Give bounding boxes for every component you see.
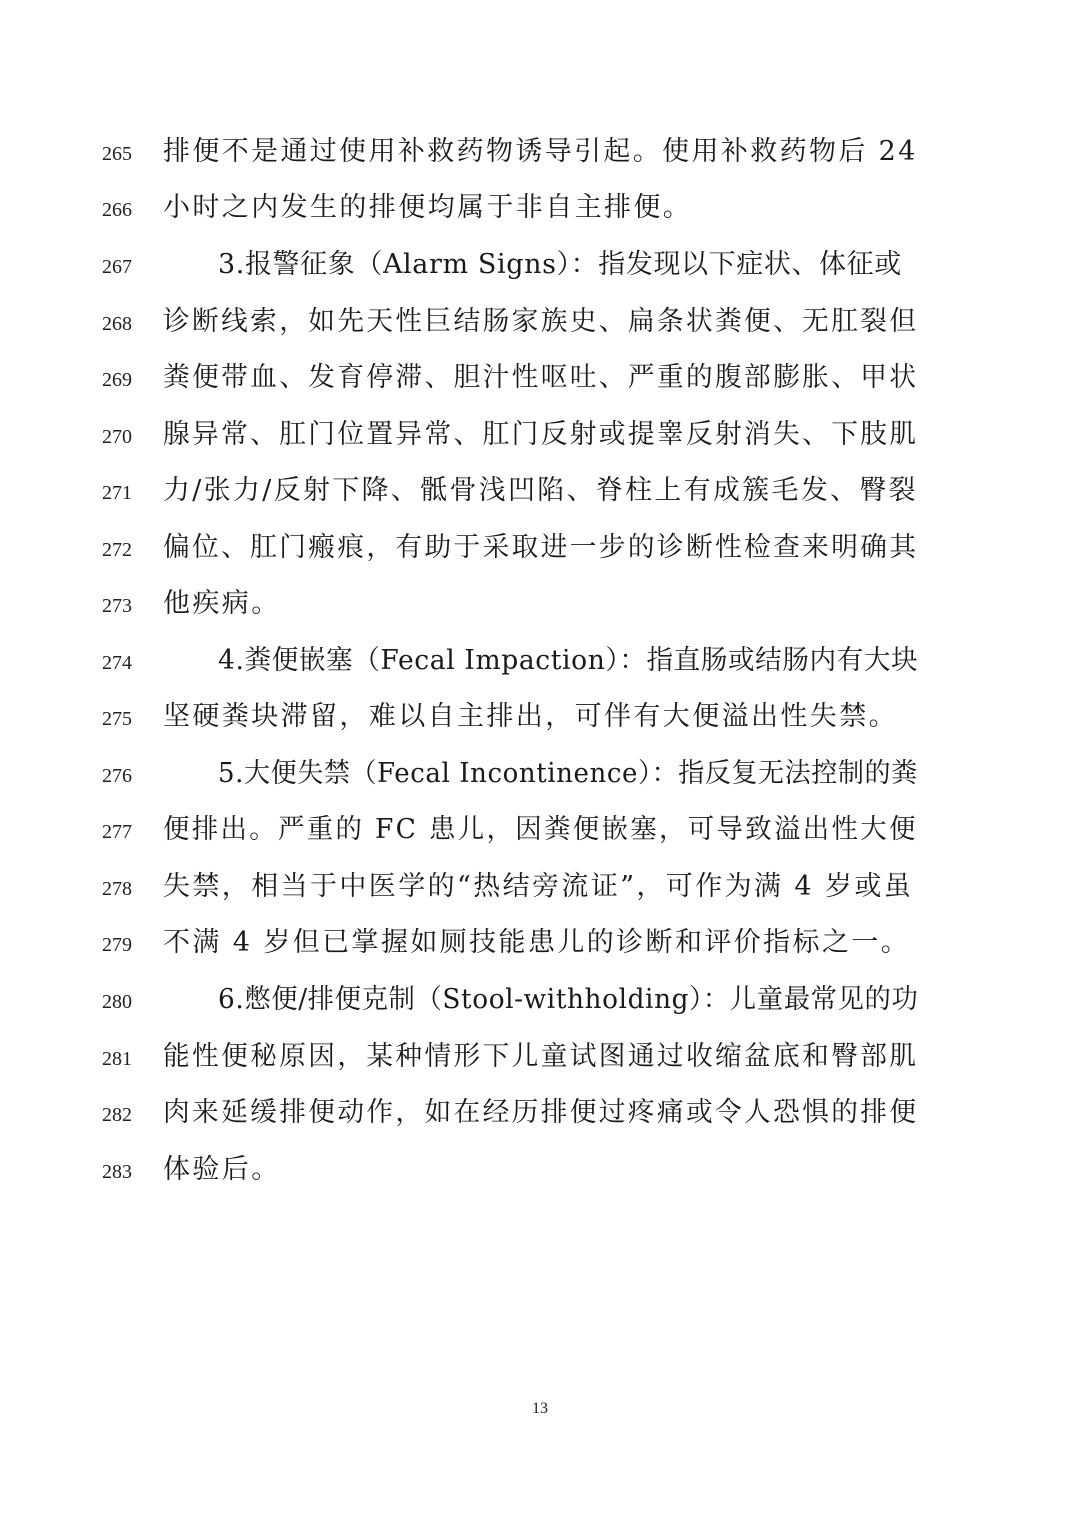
line-text: 排便不是通过使用补救药物诱导引起。使用补救药物后 24 [163,136,918,167]
line-text: 失禁，相当于中医学的“热结旁流证”，可作为满 4 岁或虽 [163,871,914,902]
line-text: 诊断线索，如先天性巨结肠家族史、扁条状粪便、无肛裂但 [163,306,919,337]
line-number: 279 [102,934,132,956]
line-number: 271 [102,482,132,504]
text-line [0,586,1080,626]
line-number: 267 [102,256,132,278]
line-number: 283 [102,1161,132,1183]
line-number: 268 [102,313,132,335]
line-text: 能性便秘原因，某种情形下儿童试图通过收缩盆底和臀部肌 [163,1041,919,1072]
text-line [0,473,1080,513]
line-text: 他疾病。 [163,588,281,619]
line-text: 力/张力/反射下降、骶骨浅凹陷、脊柱上有成簇毛发、臀裂 [163,475,918,506]
text-line [0,417,1080,457]
line-number: 266 [102,199,132,221]
line-text: 4.粪便嵌塞（Fecal Impaction）：指直肠或结肠内有大块 [218,645,919,676]
line-text: 肉来延缓排便动作，如在经历排便过疼痛或令人恐惧的排便 [163,1097,919,1128]
line-text: 偏位、肛门瘢痕，有助于采取进一步的诊断性检查来明确其 [163,532,919,563]
line-number: 276 [102,765,132,787]
text-line [0,360,1080,400]
text-line [0,1095,1080,1135]
line-text: 3.报警征象（Alarm Signs）：指发现以下症状、体征或 [218,249,902,280]
text-line [0,530,1080,570]
text-line [0,190,1080,230]
text-line [0,247,1080,287]
line-number: 275 [102,708,132,730]
line-number: 281 [102,1048,132,1070]
text-line [0,1152,1080,1192]
text-line [0,756,1080,796]
text-line [0,134,1080,174]
line-number: 265 [102,143,132,165]
line-number: 277 [102,821,132,843]
text-line [0,699,1080,739]
text-line [0,812,1080,852]
text-line [0,643,1080,683]
line-text: 便排出。严重的 FC 患儿，因粪便嵌塞，可导致溢出性大便 [163,814,918,845]
line-text: 腺异常、肛门位置异常、肛门反射或提睾反射消失、下肢肌 [163,419,919,450]
text-line [0,869,1080,909]
line-text: 不满 4 岁但已掌握如厕技能患儿的诊断和评价指标之一。 [163,927,911,958]
text-line [0,982,1080,1022]
line-number: 272 [102,539,132,561]
line-number: 282 [102,1104,132,1126]
line-number: 280 [102,991,132,1013]
line-text: 6.憋便/排便克制（Stool-withholding）：儿童最常见的功 [218,984,919,1015]
line-text: 5.大便失禁（Fecal Incontinence）：指反复无法控制的粪 [218,758,918,789]
line-number: 278 [102,878,132,900]
line-number: 273 [102,595,132,617]
line-number: 270 [102,426,132,448]
page-number: 13 [532,1400,548,1417]
line-text: 坚硬粪块滞留，难以自主排出，可伴有大便溢出性失禁。 [163,701,898,732]
text-line [0,1039,1080,1079]
line-text: 体验后。 [163,1154,281,1185]
line-text: 小时之内发生的排便均属于非自主排便。 [163,192,693,223]
line-text: 粪便带血、发育停滞、胆汁性呕吐、严重的腹部膨胀、甲状 [163,362,919,393]
text-line [0,304,1080,344]
line-number: 274 [102,652,132,674]
line-number: 269 [102,369,132,391]
text-line [0,925,1080,965]
